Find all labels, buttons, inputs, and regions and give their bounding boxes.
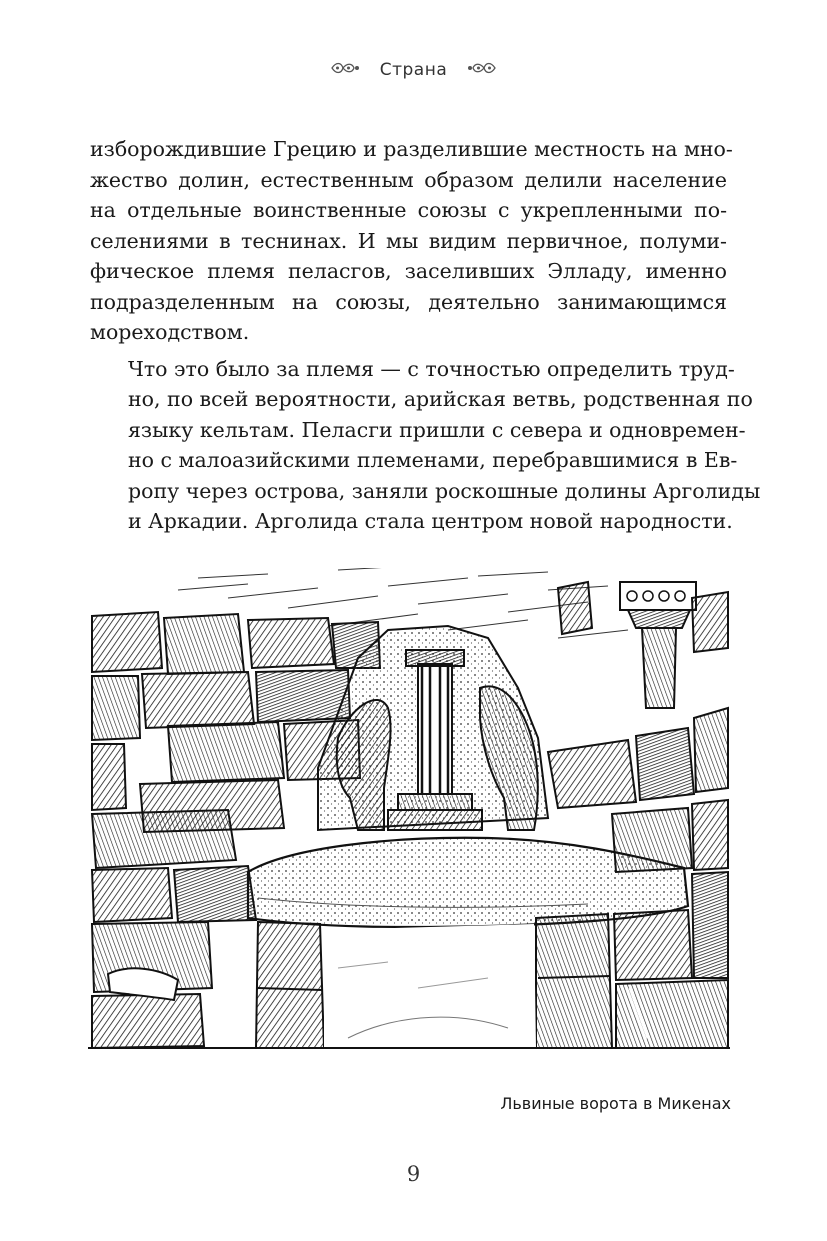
text-line: ропу через острова, заняли роскошные долины Арголиды bbox=[128, 478, 761, 503]
body-text bbox=[90, 134, 761, 537]
paragraph-1 bbox=[90, 134, 733, 348]
figure-caption: Львиные ворота в Микенах bbox=[500, 1094, 731, 1113]
ornament-left-icon bbox=[330, 60, 360, 80]
running-head-title: Страна bbox=[379, 60, 448, 80]
text-line: языку кельтам. Пеласги пришли с севера и одновремен- bbox=[128, 417, 746, 442]
text-line: Что это было за племя — с точностью определить труд- bbox=[128, 356, 735, 381]
text-line: но, по всей вероятности, арийская ветвь, родственная по bbox=[128, 387, 753, 411]
text-line: подразделенным на союзы, деятельно занимающимся bbox=[90, 289, 727, 314]
text-line: мореходством. bbox=[90, 320, 250, 344]
text-line: фическое племя пеласгов, заселивших Элладу, именно bbox=[90, 259, 727, 283]
text-line: селениями в теснинах. И мы видим первичное, полуми- bbox=[90, 228, 727, 253]
text-line: жество долин, естественным образом делили население bbox=[90, 167, 727, 192]
ornament-right-icon bbox=[467, 60, 497, 80]
figure-lion-gate-engraving bbox=[88, 568, 730, 1062]
page-number: 9 bbox=[406, 1162, 421, 1186]
running-head bbox=[0, 60, 827, 80]
text-line: на отдельные воинственные союзы с укрепленными по- bbox=[90, 198, 727, 222]
text-line: но с малоазийскими племенами, перебравшимися в Ев- bbox=[128, 448, 738, 472]
text-line: изборождившие Грецию и разделившие местность на мно- bbox=[90, 137, 733, 161]
paragraph-2 bbox=[90, 354, 761, 537]
text-line: и Аркадии. Арголида стала центром новой народности. bbox=[128, 509, 733, 533]
engraving-illustration bbox=[88, 568, 730, 1062]
